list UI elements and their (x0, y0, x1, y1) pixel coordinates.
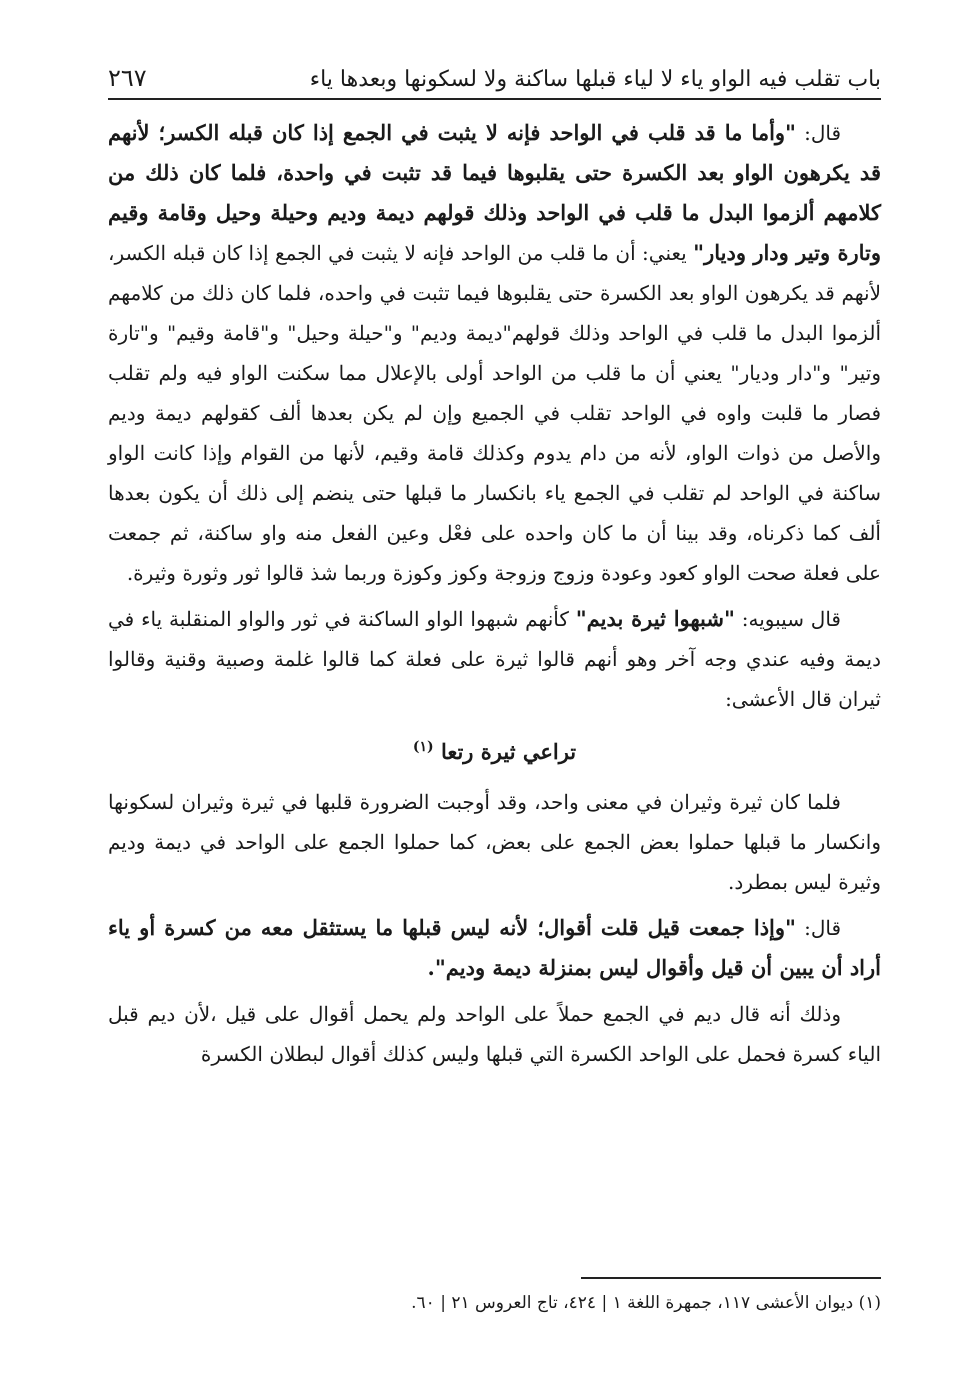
paragraph-1-intro: قال: (796, 121, 842, 145)
running-header (108, 52, 881, 92)
paragraph-1-quote: "وأما ما قد قلب في الواحد فإنه لا يثبت في الجمع إذا كان قبله الكسر؛ لأنهم قد يكرهون الواو بعد الكسرة حتى يقلبوها فيما قد تثبت في واحدة، فلما كان ذلك من كلامهم ألزموا البدل ما قلب في الواحد وذلك قولهم ديمة وديم وحيلة وحيل وقامة وقيم وتارة وتير ودار وديار" (108, 120, 881, 265)
footnote-reference: (١) (412, 739, 434, 755)
paragraph-2 (108, 599, 881, 719)
chapter-title: باب تقلب فيه الواو ياء لا لياء قبلها ساكنة ولا لسكونها وبعدها ياء (309, 67, 881, 92)
footnote-divider (581, 1277, 881, 1279)
paragraph-2-intro: قال سيبويه: (734, 607, 841, 631)
header-divider (108, 98, 881, 100)
footnote: (١) ديوان الأعشى ١١٧، جمهرة اللغة ١ | ٤٢٤، تاج العروس ٢١ | ٦٠. (411, 1293, 881, 1313)
paragraph-2-quote: "شبهوا ثيرة بديم" (575, 606, 735, 631)
poetry-verse (108, 727, 881, 772)
paragraph-4-quote: "وإذا جمعت قيل قلت أقوال؛ لأنه ليس قبلها ما يستثقل معه من كسرة أو ياء أراد أن يبين أن قيل وأقوال ليس بمنزلة ديمة وديم". (108, 915, 881, 980)
paragraph-1 (108, 113, 881, 593)
paragraph-1-commentary: يعني: أن ما قلب من الواحد فإنه لا يثبت في الجمع إذا كان قبله الكسر، لأنهم قد يكرهون الواو بعد الكسرة حتى يقلبوها فيما تثبت في واحده، فلما كان ذلك من كلامهم ألزموا البدل ما قلب في الواحد وذلك قولهم"ديمة وديم" و"حيلة وحيل" و"قامة وقيم" و"تارة وتير" و"دار وديار" يعني أن ما قلب من الواحد أولى بالإعلال مما سكنت الواو فيه ولم تقلب فصار ما قلبت واوه في الواحد تقلب في الجميع وإن لم يكن بعدها ألف كقولهم ديمة وديم والأصل من ذوات الواو، لأنه من دام يدوم وكذلك قامة وقيم، لأنها من القوام وإذا كانت الواو ساكنة في الواحد لم تقلب في الجمع ياء بانكسار ما قبلها حتى ينضم إلى ذلك أن يكون بعدها ألف كما ذكرناه، وقد بينا أن ما كان واحده على فعْل وعين الفعل منه واو ساكنة، ثم جمعت على فعلة صحت الواو كعود وعودة وزوج وزوجة وكوز وكوزة وربما شذ قالوا ثور وثورة وثيرة. (108, 241, 881, 585)
paragraph-3: فلما كان ثيرة وثيران في معنى واحد، وقد أوجبت الضرورة قلبها في ثيرة وثيران لسكونها وانكسار ما قبلها حملوا بعض الجمع على بعض، كما حملوا الجمع على الواحد في ديمة وديم وثيرة ليس بمطرد. (108, 790, 881, 894)
paragraph-4-intro: قال: (795, 916, 842, 940)
main-text (108, 113, 881, 1080)
paragraph-4 (108, 908, 881, 988)
verse-text: تراعي ثيرة رتعا (440, 739, 577, 764)
page-number: ٢٦٧ (108, 64, 147, 92)
paragraph-2-commentary: كأنهم شبهوا الواو الساكنة في ثور والواو المنقلبة ياء في ديمة وفيه عندي وجه آخر وهو أنهم قالوا ثيرة على فعلة كما قالوا غلمة وصبية وقنية وقالوا ثيران قال الأعشى: (108, 607, 881, 711)
paragraph-5: وذلك أنه قال ديم في الجمع حملاً على الواحد ولم يحمل أقوال على قيل ،لأن ديم قبل الياء كسرة فحمل على الواحد الكسرة التي قبلها وليس كذلك أقوال لبطلان الكسرة (108, 1002, 881, 1066)
